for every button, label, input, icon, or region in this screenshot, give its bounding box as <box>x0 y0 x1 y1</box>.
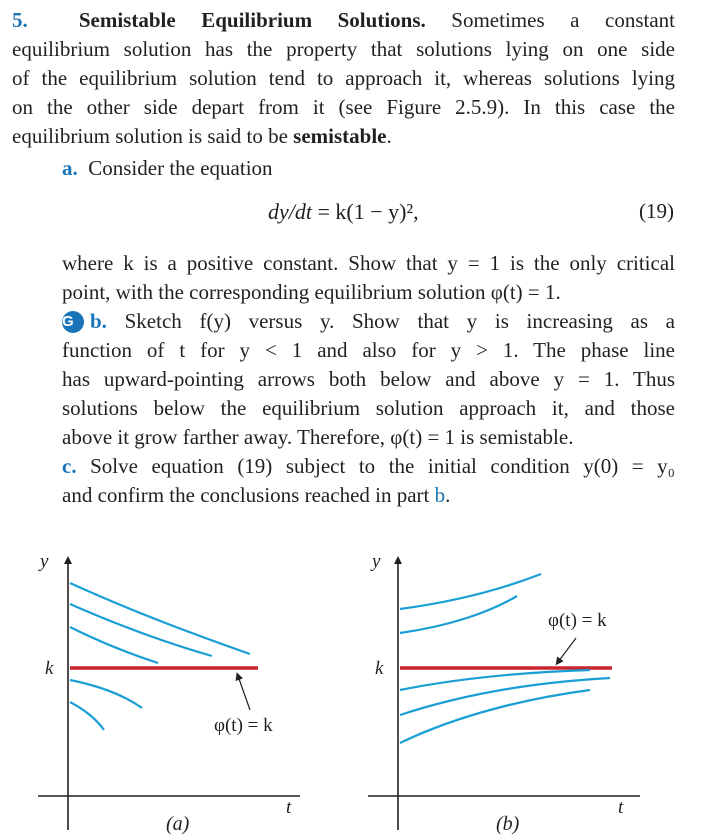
figure-a-t-label: t <box>286 797 292 818</box>
problem-number: 5. <box>12 8 28 32</box>
part-a-line-1: where k is a positive constant. Show that y = 1 is the only critical <box>62 251 675 275</box>
figure-a-y-label: y <box>40 551 49 572</box>
part-a-line-2: point, with the corresponding equilibrium solution φ(t) = 1. <box>62 280 561 304</box>
figure-b-caption: (b) <box>496 813 520 835</box>
figure-b-annotation: φ(t) = k <box>548 610 607 631</box>
figure-a-curve-above-3 <box>70 627 158 663</box>
problem-line-2: equilibrium solution has the property that solutions lying on one side <box>12 37 675 61</box>
figure-b-curve-above-1 <box>400 596 517 633</box>
figure-a <box>38 551 300 835</box>
part-a-intro: a. Consider the equation <box>62 156 273 180</box>
part-b-line-5: above it grow farther away. Therefore, φ(t) = 1 is semistable. <box>62 425 574 449</box>
figure-b-curve-above-2 <box>400 574 541 609</box>
equation-lhs: dy/dt <box>268 199 312 224</box>
problem-line-4: on the other side depart from it (see Figure 2.5.9). In this case the <box>12 95 675 119</box>
equation-number: (19) <box>639 199 674 223</box>
figure-2-5-9 <box>0 530 708 838</box>
problem-line-1: 5. Semistable Equilibrium Solutions. Sometimes a constant <box>12 8 676 32</box>
semistable-term: semistable <box>293 124 387 148</box>
problem-line-5: equilibrium solution is said to be semistable. <box>12 124 392 148</box>
figure-a-annotation: φ(t) = k <box>214 715 273 736</box>
figure-a-caption: (a) <box>166 813 190 835</box>
figure-a-curve-below-1 <box>70 680 142 708</box>
part-a-label: a. <box>62 156 78 180</box>
part-b-line-1: G b. Sketch f(y) versus y. Show that y is increasing as a <box>62 309 676 333</box>
figure-a-curve-above-1 <box>70 583 250 654</box>
figure-b-k-label: k <box>375 658 384 679</box>
figure-b-y-label: y <box>372 551 381 572</box>
problem-line-3: of the equilibrium solution tend to approach it, whereas solutions lying <box>12 66 675 90</box>
figure-b-annotation-arrow <box>558 638 576 662</box>
part-c-label: c. <box>62 454 77 478</box>
figure-b <box>368 551 640 835</box>
figure-a-annotation-arrow <box>238 676 250 710</box>
part-b-reference-link[interactable]: b <box>434 483 446 507</box>
part-c-line-1: c. Solve equation (19) subject to the initial condition y(0) = y₀ <box>62 454 675 478</box>
figure-b-t-label: t <box>618 797 624 818</box>
part-b-line-2: function of t for y < 1 and also for y > 1. The phase line <box>62 338 675 362</box>
part-c-line-2: and confirm the conclusions reached in part b. <box>62 483 451 507</box>
problem-title: Semistable Equilibrium Solutions. <box>78 8 426 32</box>
part-b-line-4: solutions below the equilibrium solution approach it, and those <box>62 396 675 420</box>
figure-b-curve-below-3 <box>400 690 590 743</box>
graphing-badge-icon: G <box>62 311 84 333</box>
figure-a-curve-below-2 <box>70 702 104 730</box>
figure-a-curve-above-2 <box>70 604 212 656</box>
part-b-label: b. <box>90 309 107 333</box>
figure-b-curve-below-1 <box>400 670 590 690</box>
part-b-line-3: has upward-pointing arrows both below and above y = 1. Thus <box>62 367 675 391</box>
equation-rhs: = k(1 − y)², <box>317 199 419 224</box>
figure-a-k-label: k <box>45 658 54 679</box>
